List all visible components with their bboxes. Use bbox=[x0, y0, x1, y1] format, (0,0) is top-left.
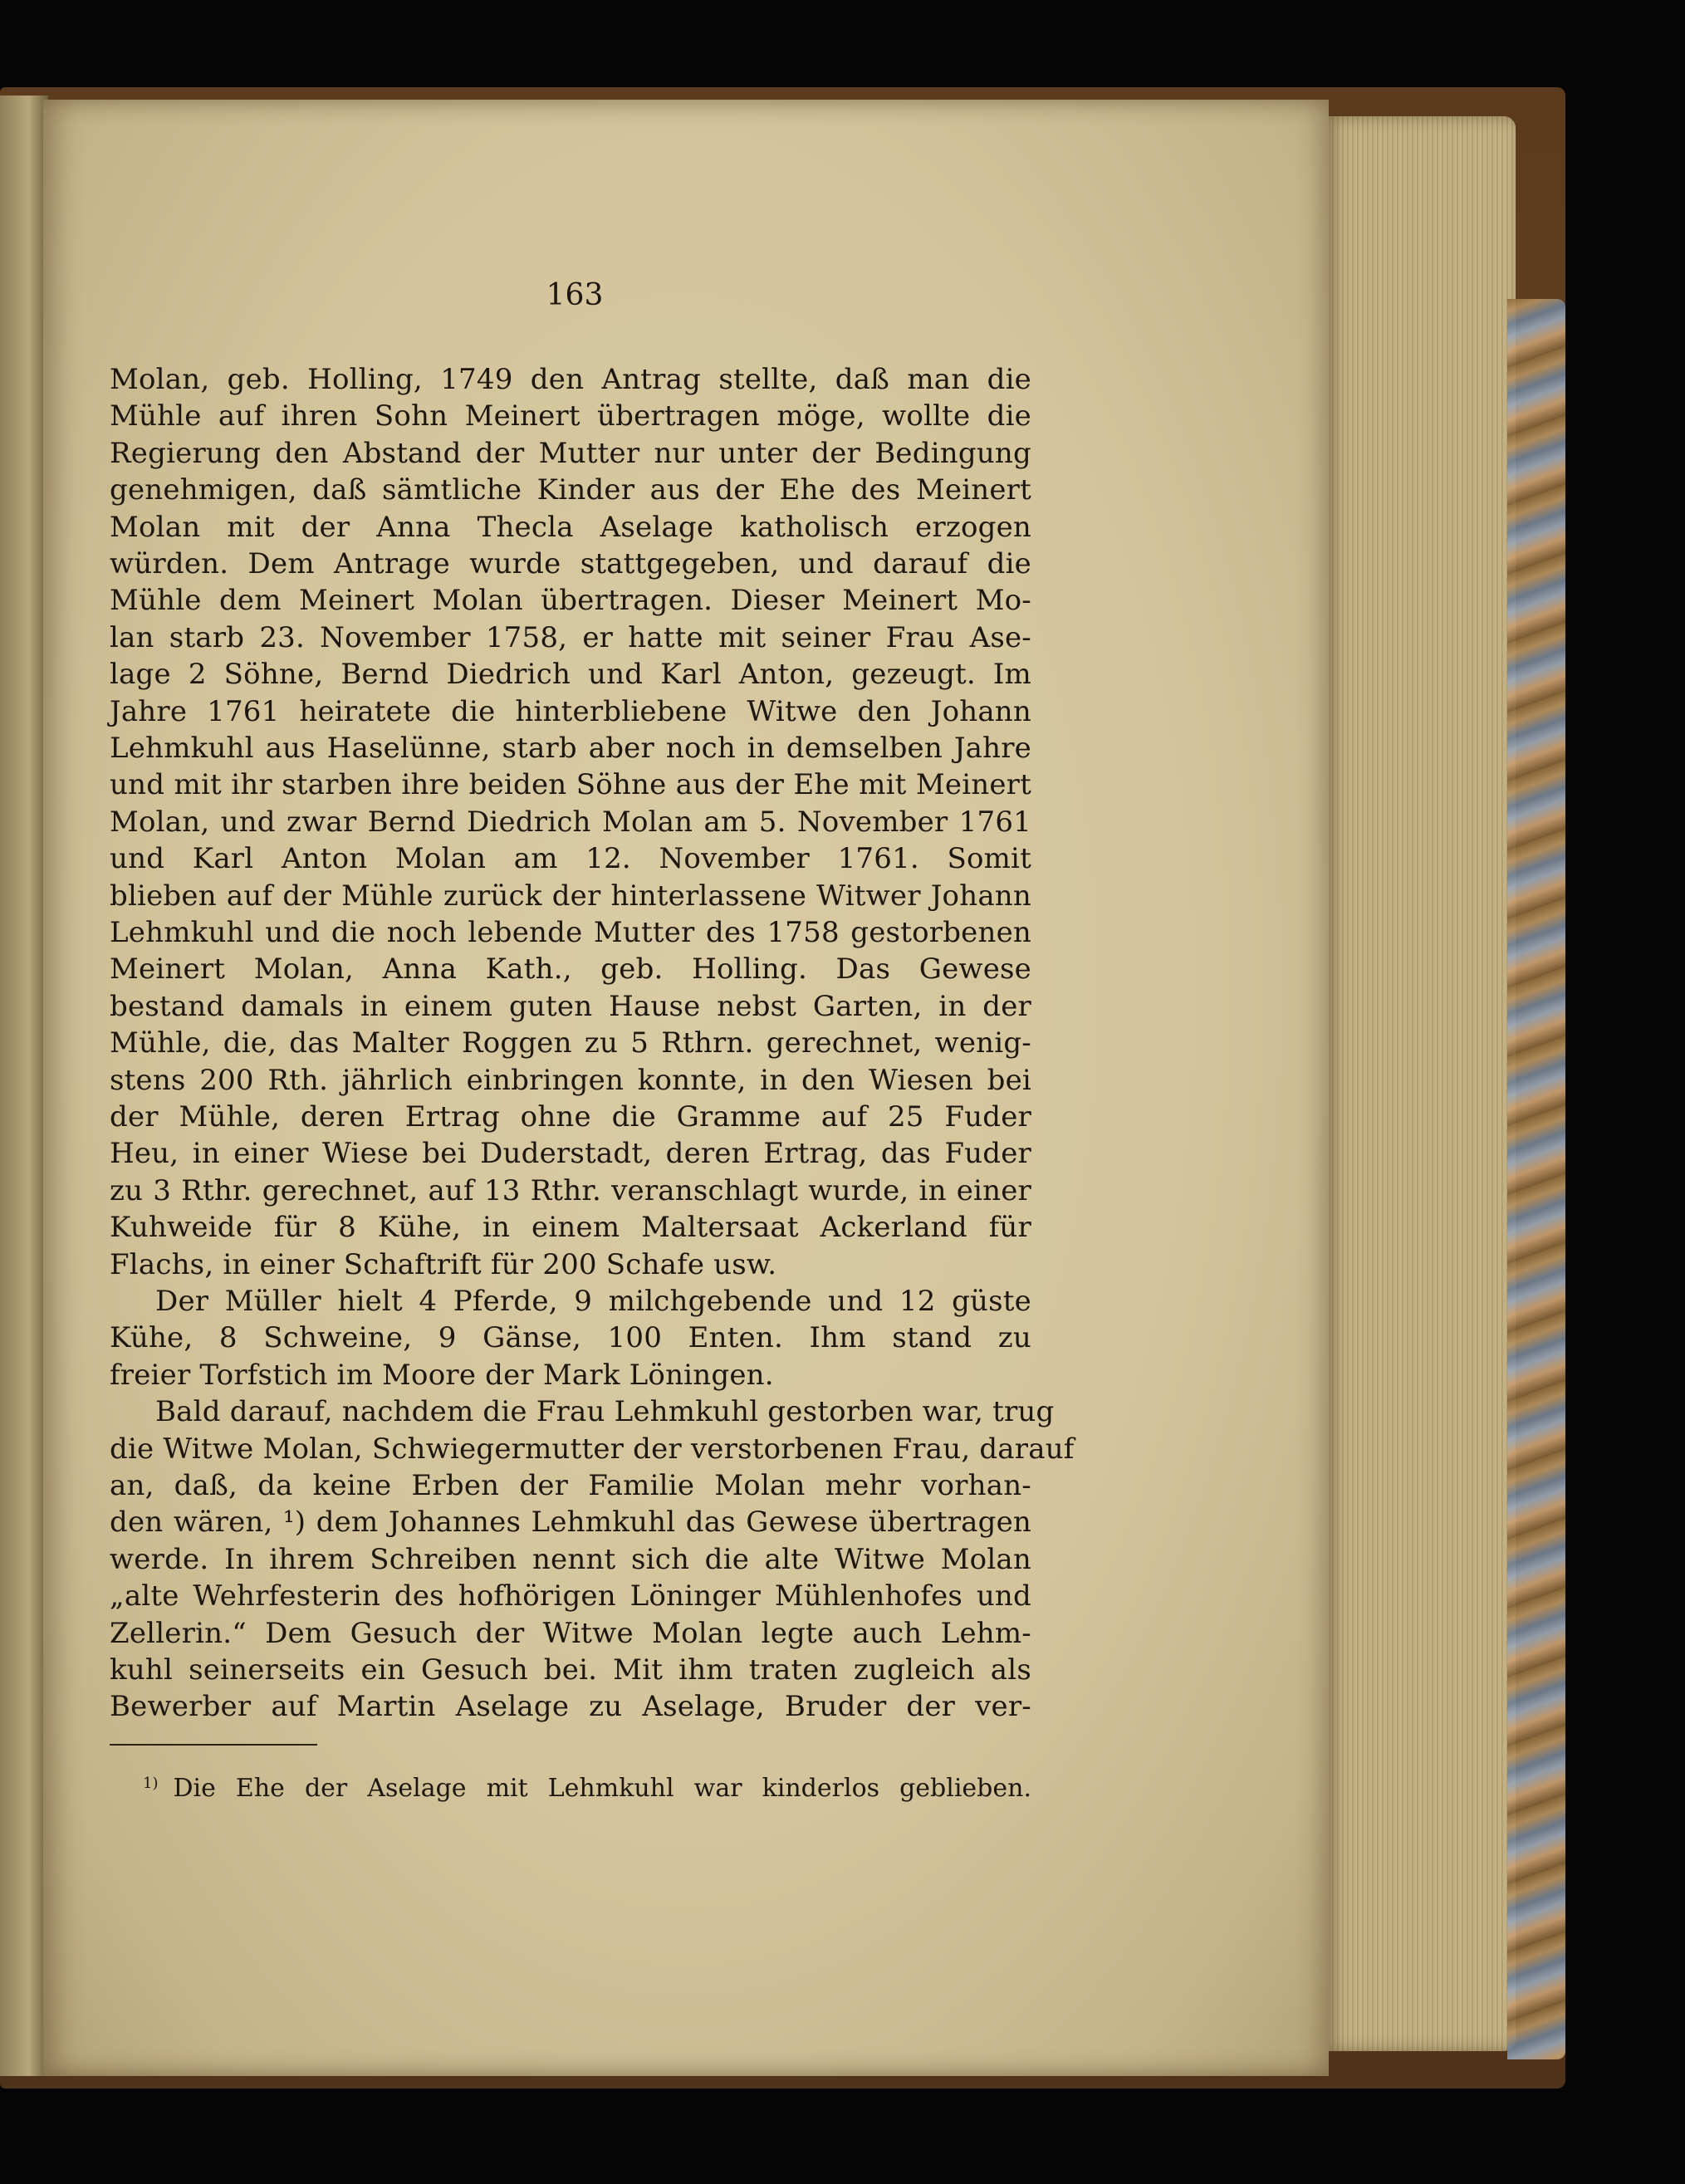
text-line: Meinert Molan, Anna Kath., geb. Holling. Das Gewese bbox=[110, 952, 1031, 987]
text-line: Zellerin.“ Dem Gesuch der Witwe Molan legte auch Lehm- bbox=[110, 1616, 1031, 1650]
book-page bbox=[43, 100, 1329, 2076]
text-line: bestand damals in einem guten Hause nebst Garten, in der bbox=[110, 989, 1031, 1023]
text-line: lage 2 Söhne, Bernd Diedrich und Karl Anton, gezeugt. Im bbox=[110, 658, 1031, 692]
text-line: Bald darauf, nachdem die Frau Lehmkuhl gestorben war, trug bbox=[155, 1395, 1055, 1429]
text-line: Bewerber auf Martin Aselage zu Aselage, Bruder der ver- bbox=[110, 1690, 1031, 1724]
text-line: Mühle dem Meinert Molan übertragen. Dieser Meinert Mo- bbox=[110, 584, 1031, 618]
text-line: Kuhweide für 8 Kühe, in einem Maltersaat Ackerland für bbox=[110, 1211, 1031, 1245]
text-line: Molan, geb. Holling, 1749 den Antrag stellte, daß man die bbox=[110, 363, 1031, 396]
text-line: stens 200 Rth. jährlich einbringen konnte, in den Wiesen bei bbox=[110, 1063, 1031, 1097]
text-line: Jahre 1761 heiratete die hinterbliebene Witwe den Johann bbox=[110, 694, 1031, 728]
text-line: Regierung den Abstand der Mutter nur unter der Bedingung bbox=[110, 436, 1031, 470]
footnote-text: Die Ehe der Aselage mit Lehmkuhl war kinderlos geblieben. bbox=[173, 1773, 1031, 1803]
text-line: Kühe, 8 Schweine, 9 Gänse, 100 Enten. Ihm stand zu bbox=[110, 1321, 1031, 1355]
text-line: Molan mit der Anna Thecla Aselage katholisch erzogen bbox=[110, 510, 1031, 544]
text-line: an, daß, da keine Erben der Familie Molan mehr vorhan- bbox=[110, 1469, 1031, 1502]
text-line: Der Müller hielt 4 Pferde, 9 milchgebende und 12 güste bbox=[155, 1285, 1031, 1318]
text-line: freier Torfstich im Moore der Mark Löningen. bbox=[110, 1358, 774, 1392]
text-line: Mühle auf ihren Sohn Meinert übertragen möge, wollte die bbox=[110, 399, 1031, 433]
text-line: blieben auf der Mühle zurück der hinterlassene Witwer Johann bbox=[110, 879, 1031, 913]
text-line: Mühle, die, das Malter Roggen zu 5 Rthrn. gerechnet, wenig- bbox=[110, 1026, 1031, 1060]
footnote bbox=[143, 1767, 1031, 1805]
facing-page-edge bbox=[0, 95, 48, 2076]
text-line: die Witwe Molan, Schwiegermutter der verstorbenen Frau, darauf bbox=[110, 1432, 1075, 1466]
marbled-endpaper bbox=[1507, 299, 1565, 2059]
text-line: lan starb 23. November 1758, er hatte mit seiner Frau Ase- bbox=[110, 620, 1031, 654]
text-line: zu 3 Rthr. gerechnet, auf 13 Rthr. veranschlagt wurde, in einer bbox=[110, 1173, 1031, 1207]
text-line: Lehmkuhl aus Haselünne, starb aber noch in demselben Jahre bbox=[110, 732, 1031, 765]
page-edges bbox=[1325, 116, 1516, 2051]
footnote-separator bbox=[110, 1744, 317, 1746]
text-line: kuhl seinerseits ein Gesuch bei. Mit ihm traten zugleich als bbox=[110, 1653, 1031, 1687]
text-line: werde. In ihrem Schreiben nennt sich die alte Witwe Molan bbox=[110, 1542, 1031, 1576]
text-line: und mit ihr starben ihre beiden Söhne aus der Ehe mit Meinert bbox=[110, 768, 1031, 802]
text-line: würden. Dem Antrage wurde stattgegeben, und darauf die bbox=[110, 547, 1031, 580]
text-line: Lehmkuhl und die noch lebende Mutter des 1758 gestorbenen bbox=[110, 916, 1031, 949]
text-line: „alte Wehrfesterin des hofhörigen Löninger Mühlenhofes und bbox=[110, 1579, 1031, 1614]
text-line: genehmigen, daß sämtliche Kinder aus der Ehe des Meinert bbox=[110, 473, 1031, 507]
page-number: 163 bbox=[546, 278, 604, 312]
text-line: den wären, ¹) dem Johannes Lehmkuhl das Gewese übertragen bbox=[110, 1506, 1031, 1540]
text-line: und Karl Anton Molan am 12. November 1761. Somit bbox=[110, 842, 1031, 876]
text-line: Heu, in einer Wiese bei Duderstadt, deren Ertrag, das Fuder bbox=[110, 1137, 1031, 1171]
text-line: Molan, und zwar Bernd Diedrich Molan am 5. November 1761 bbox=[110, 805, 1031, 839]
text-line: Flachs, in einer Schaftrift für 200 Schafe usw. bbox=[110, 1247, 777, 1281]
footnote-marker: 1) bbox=[143, 1774, 159, 1792]
text-line: der Mühle, deren Ertrag ohne die Gramme auf 25 Fuder bbox=[110, 1100, 1031, 1134]
